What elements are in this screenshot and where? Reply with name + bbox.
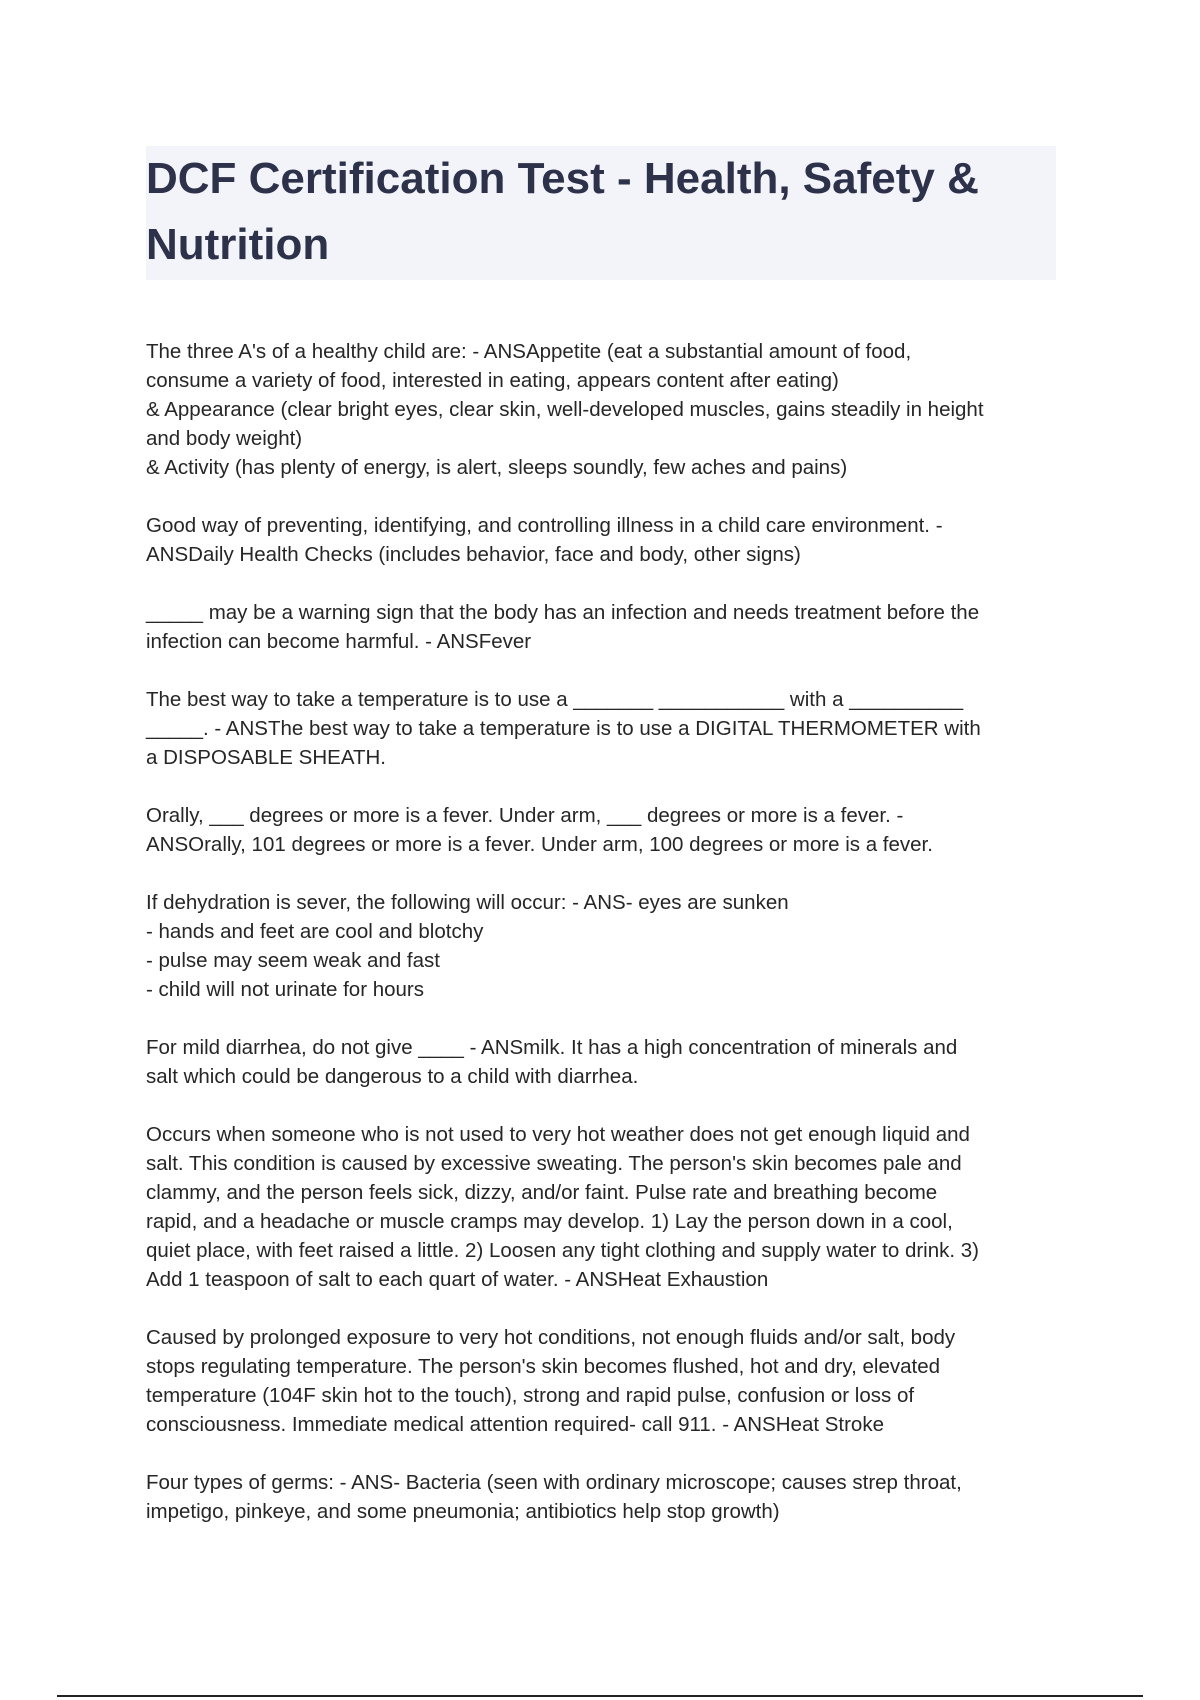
text-line: & Appearance (clear bright eyes, clear skin, well-developed muscles, gains steadily in height	[146, 398, 984, 421]
text-line: - hands and feet are cool and blotchy	[146, 920, 484, 943]
text-line: The three A's of a healthy child are: - ANSAppetite (eat a substantial amount of food,	[146, 340, 912, 363]
qa-item	[146, 1033, 1066, 1091]
text-line: _____. - ANSThe best way to take a temperature is to use a DIGITAL THERMOMETER with	[146, 717, 981, 740]
text-line: - pulse may seem weak and fast	[146, 949, 440, 972]
text-line: infection can become harmful. - ANSFever	[146, 630, 532, 653]
text-line: The best way to take a temperature is to use a _______ ___________ with a __________	[146, 688, 964, 711]
qa-item	[146, 337, 1066, 482]
title-banner	[146, 146, 1056, 280]
text-line: - child will not urinate for hours	[146, 978, 425, 1001]
text-line: Good way of preventing, identifying, and controlling illness in a child care environment. -	[146, 514, 943, 537]
text-line: a DISPOSABLE SHEATH.	[146, 746, 387, 769]
text-line: and body weight)	[146, 427, 303, 450]
text-line: Four types of germs: - ANS- Bacteria (seen with ordinary microscope; causes strep throat,	[146, 1471, 962, 1494]
page-title-line: Nutrition	[146, 220, 330, 269]
text-line: For mild diarrhea, do not give ____ - ANSmilk. It has a high concentration of minerals and	[146, 1036, 958, 1059]
text-line: salt which could be dangerous to a child with diarrhea.	[146, 1065, 639, 1088]
page-title	[146, 146, 1036, 278]
text-line: consciousness. Immediate medical attention required- call 911. - ANSHeat Stroke	[146, 1413, 884, 1436]
text-line: stops regulating temperature. The person's skin becomes flushed, hot and dry, elevated	[146, 1355, 941, 1378]
qa-item	[146, 598, 1066, 656]
text-line: impetigo, pinkeye, and some pneumonia; antibiotics help stop growth)	[146, 1500, 780, 1523]
qa-item	[146, 888, 1066, 1004]
text-line: consume a variety of food, interested in eating, appears content after eating)	[146, 369, 839, 392]
text-line: & Activity (has plenty of energy, is alert, sleeps soundly, few aches and pains)	[146, 456, 848, 479]
text-line: quiet place, with feet raised a little. 2) Loosen any tight clothing and supply water to drink. 3)	[146, 1239, 980, 1262]
text-line: clammy, and the person feels sick, dizzy, and/or faint. Pulse rate and breathing become	[146, 1181, 938, 1204]
text-line: ANSDaily Health Checks (includes behavior, face and body, other signs)	[146, 543, 801, 566]
text-line: ANSOrally, 101 degrees or more is a fever. Under arm, 100 degrees or more is a fever.	[146, 833, 933, 856]
text-line: salt. This condition is caused by excessive sweating. The person's skin becomes pale and	[146, 1152, 962, 1175]
text-line: Add 1 teaspoon of salt to each quart of water. - ANSHeat Exhaustion	[146, 1268, 769, 1291]
text-line: Caused by prolonged exposure to very hot conditions, not enough fluids and/or salt, body	[146, 1326, 956, 1349]
text-line: If dehydration is sever, the following will occur: - ANS- eyes are sunken	[146, 891, 789, 914]
qa-item	[146, 1468, 1066, 1526]
qa-item	[146, 685, 1066, 772]
text-line: _____ may be a warning sign that the body has an infection and needs treatment before the	[146, 601, 980, 624]
text-line: rapid, and a headache or muscle cramps may develop. 1) Lay the person down in a cool,	[146, 1210, 953, 1233]
qa-item	[146, 511, 1066, 569]
footer-divider	[57, 1695, 1143, 1697]
qa-item	[146, 1120, 1066, 1294]
text-line: Occurs when someone who is not used to very hot weather does not get enough liquid and	[146, 1123, 970, 1146]
qa-item	[146, 1323, 1066, 1439]
qa-item	[146, 801, 1066, 859]
text-line: Orally, ___ degrees or more is a fever. Under arm, ___ degrees or more is a fever. -	[146, 804, 904, 827]
document-body	[146, 337, 1066, 1555]
text-line: temperature (104F skin hot to the touch), strong and rapid pulse, confusion or loss of	[146, 1384, 915, 1407]
page-title-line: DCF Certification Test - Health, Safety &	[146, 154, 979, 203]
